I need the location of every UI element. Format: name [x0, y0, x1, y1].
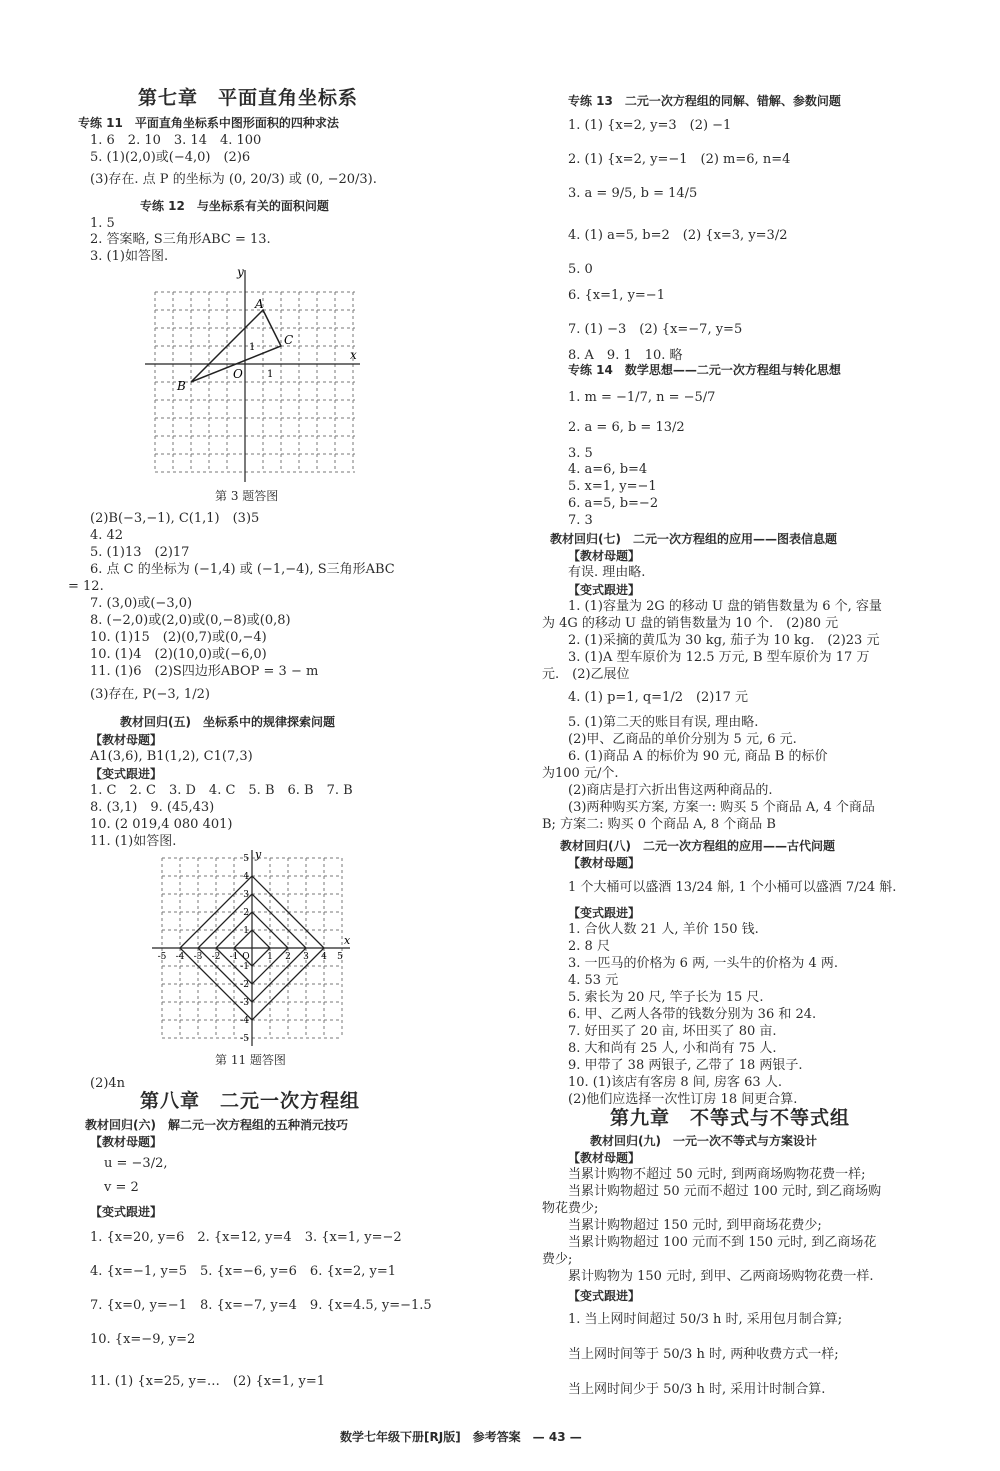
tick-label: 1 — [267, 369, 274, 380]
chapter-7-title: 第七章 平面直角坐标系 — [138, 87, 359, 109]
y-tick-label: 2 — [243, 908, 249, 918]
answer-line: 10. (1)4 (2)(10,0)或(−6,0) — [90, 647, 267, 662]
answer-line: 7. (3,0)或(−3,0) — [90, 596, 193, 611]
drill-13-title: 专练 13 二元一次方程组的同解、错解、参数问题 — [568, 94, 841, 108]
answer-line: 4. 53 元 — [568, 973, 619, 988]
x-tick-label: -3 — [193, 952, 203, 962]
drill-14-title: 专练 14 数学思想——二元一次方程组与转化思想 — [568, 363, 841, 377]
point-a-label: A — [255, 297, 264, 311]
review-7-title: 教材回归(七) 二元一次方程组的应用——图表信息题 — [550, 532, 837, 546]
answer-line: 8. 大和尚有 25 人, 小和尚有 75 人. — [568, 1041, 777, 1056]
answer-line: 1. 合伙人数 21 人, 羊价 150 钱. — [568, 922, 759, 937]
answer-line: 8. (−2,0)或(2,0)或(0,−8)或(0,8) — [90, 613, 291, 628]
tag-variation: 【变式跟进】 — [90, 1205, 163, 1219]
answer-line: 3. (1)如答图. — [90, 249, 169, 264]
answer-line: 元. (2)乙展位 — [542, 667, 630, 682]
y-tick-label: 4 — [243, 872, 249, 882]
answer-line: 2. a = 6, b = 13/2 — [568, 420, 685, 435]
answer-line: 10. (2 019,4 080 401) — [90, 817, 233, 832]
answer-line: 5. (1)13 (2)17 — [90, 545, 190, 560]
origin-label: O — [233, 367, 243, 381]
x-tick-label: 3 — [303, 952, 309, 962]
answer-line: 当累计购物超过 50 元而不超过 100 元时, 到乙商场购 — [568, 1184, 882, 1199]
answer-line: 2. (1) {x=2, y=−1 (2) m=6, n=4 — [568, 152, 791, 167]
y-tick-label: 5 — [243, 854, 249, 864]
y-tick-label: -3 — [240, 998, 249, 1008]
answer-line: 10. (1)15 (2)(0,7)或(0,−4) — [90, 630, 267, 645]
answer-line: (2)甲、乙商品的单价分别为 5 元, 6 元. — [568, 732, 797, 747]
answer-line: 物花费少; — [542, 1201, 599, 1216]
tag-mother-problem: 【教材母题】 — [568, 549, 641, 563]
figure-3-coordinate-grid — [145, 262, 365, 482]
review-6-title: 教材回归(六) 解二元一次方程组的五种消元技巧 — [85, 1118, 348, 1132]
answer-line: 5. (1)第二天的账目有误, 理由略. — [568, 715, 759, 730]
tick-label: 1 — [249, 342, 256, 353]
answer-line: 有误. 理由略. — [568, 565, 646, 580]
answer-line: B; 方案二: 购买 0 个商品 A, 8 个商品 B — [542, 817, 776, 832]
answer-line: (2)他们应选择一次性订房 18 间更合算. — [568, 1092, 798, 1107]
answer-line: (3)存在, P(−3, 1/2) — [90, 687, 210, 702]
answer-line: 6. a=5, b=−2 — [568, 496, 659, 511]
answer-line: 5. 索长为 20 尺, 竿子长为 15 尺. — [568, 990, 764, 1005]
review-8-title: 教材回归(八) 二元一次方程组的应用——古代问题 — [560, 839, 835, 853]
x-tick-label: 4 — [321, 952, 327, 962]
answer-line: 当累计购物超过 100 元而不到 150 元时, 到乙商场花 — [568, 1235, 877, 1250]
page-footer: 数学七年级下册[RJ版] 参考答案 — 43 — — [340, 1430, 582, 1444]
answer-line: 7. (1) −3 (2) {x=−7, y=5 — [568, 322, 743, 337]
x-tick-label: 5 — [337, 952, 343, 962]
answer-line: (2)B(−3,−1), C(1,1) (3)5 — [90, 511, 260, 526]
answer-line: 8. A 9. 1 10. 略 — [568, 348, 683, 363]
tag-variation: 【变式跟进】 — [568, 1289, 641, 1303]
answer-line: 1. 5 — [90, 216, 115, 231]
answer-line: 1. m = −1/7, n = −5/7 — [568, 390, 716, 405]
answer-line: 10. (1)该店有客房 8 间, 房客 63 人. — [568, 1075, 782, 1090]
x-tick-label: 1 — [267, 952, 273, 962]
answer-line: 6. 点 C 的坐标为 (−1,4) 或 (−1,−4), S三角形ABC — [90, 562, 395, 577]
answer-line: 为100 元/个. — [542, 766, 619, 781]
figure-11-caption: 第 11 题答图 — [215, 1053, 286, 1067]
answer-line: 4. a=6, b=4 — [568, 462, 648, 477]
answer-line: 9. 甲带了 38 两银子, 乙带了 18 两银子. — [568, 1058, 803, 1073]
answer-line: 5. 0 — [568, 262, 593, 277]
point-c-label: C — [284, 333, 294, 347]
tag-mother-problem: 【教材母题】 — [90, 1135, 163, 1149]
tag-mother-problem: 【教材母题】 — [568, 856, 641, 870]
answer-line: 1. C 2. C 3. D 4. C 5. B 6. B 7. B — [90, 783, 353, 798]
answer-line: 11. (1)如答图. — [90, 834, 177, 849]
chapter-9-title: 第九章 不等式与不等式组 — [610, 1107, 851, 1129]
figure-3-caption: 第 3 题答图 — [215, 489, 279, 503]
y-tick-label: -5 — [240, 1034, 249, 1044]
answer-line: 5. (1)(2,0)或(−4,0) (2)6 — [90, 150, 251, 165]
system-line: v = 2 — [104, 1180, 139, 1195]
answer-line: 3. 5 — [568, 446, 593, 461]
answer-line: 2. (1)采摘的黄瓜为 30 kg, 茄子为 10 kg. (2)23 元 — [568, 633, 880, 648]
answer-line: 10. {x=−9, y=2 — [90, 1332, 196, 1347]
answer-line: 累计购物为 150 元时, 到甲、乙两商场购物花费一样. — [568, 1269, 874, 1284]
answer-line: 当累计购物超过 150 元时, 到甲商场花费少; — [568, 1218, 822, 1233]
answer-line: 为 4G 的移动 U 盘的销售数量为 10 个. (2)80 元 — [542, 616, 839, 631]
answer-line: 4. 42 — [90, 528, 124, 543]
answer-line: 1. (1) {x=2, y=3 (2) −1 — [568, 118, 732, 133]
x-axis-label: x — [350, 348, 357, 362]
answer-line: 3. (1)A 型车原价为 12.5 万元, B 型车原价为 17 万 — [568, 650, 870, 665]
answer-line: 4. (1) a=5, b=2 (2) {x=3, y=3/2 — [568, 228, 788, 243]
answer-line: 8. (3,1) 9. (45,43) — [90, 800, 215, 815]
y-axis-label: y — [255, 848, 262, 861]
point-b-label: B — [177, 379, 186, 393]
answer-line: 5. x=1, y=−1 — [568, 479, 657, 494]
answer-line: 1. 6 2. 10 3. 14 4. 100 — [90, 133, 262, 148]
y-axis-label: y — [237, 265, 244, 279]
review-9-title: 教材回归(九) 一元一次不等式与方案设计 — [590, 1134, 817, 1148]
review-5-title: 教材回归(五) 坐标系中的规律探索问题 — [120, 715, 335, 729]
origin-label: O — [242, 952, 250, 962]
answer-line: 7. 3 — [568, 513, 593, 528]
answer-line: 4. (1) p=1, q=1/2 (2)17 元 — [568, 690, 749, 705]
drill-12-title: 专练 12 与坐标系有关的面积问题 — [140, 199, 329, 213]
answer-line: 6. 甲、乙两人各带的钱数分别为 36 和 24. — [568, 1007, 817, 1022]
answer-line: 11. (1) {x=25, y=… (2) {x=1, y=1 — [90, 1374, 325, 1389]
y-tick-label: -1 — [240, 962, 249, 972]
tag-variation: 【变式跟进】 — [568, 583, 641, 597]
answer-line: 3. 一匹马的价格为 6 两, 一头牛的价格为 4 两. — [568, 956, 839, 971]
x-axis-label: x — [344, 934, 351, 947]
x-tick-label: 2 — [285, 952, 291, 962]
answer-line: 2. 8 尺 — [568, 939, 610, 954]
x-tick-label: -4 — [175, 952, 185, 962]
answer-line: 1. 当上网时间超过 50/3 h 时, 采用包月制合算; — [568, 1312, 843, 1327]
y-tick-label: -2 — [240, 980, 249, 990]
answer-line: (2)4n — [90, 1076, 126, 1091]
tag-variation: 【变式跟进】 — [568, 906, 641, 920]
tag-mother-problem: 【教材母题】 — [90, 733, 163, 747]
answer-line: 7. 好田买了 20 亩, 坏田买了 80 亩. — [568, 1024, 777, 1039]
answer-line: (3)两种购买方案, 方案一: 购买 5 个商品 A, 4 个商品 — [568, 800, 875, 815]
chapter-8-title: 第八章 二元一次方程组 — [140, 1090, 361, 1112]
tag-mother-problem: 【教材母题】 — [568, 1151, 641, 1165]
y-tick-label: 3 — [243, 890, 249, 900]
answer-line: 1. (1)容量为 2G 的移动 U 盘的销售数量为 6 个, 容量 — [568, 599, 882, 614]
x-tick-label: -1 — [229, 952, 239, 962]
x-tick-label: -5 — [157, 952, 167, 962]
answer-line: 费少; — [542, 1252, 573, 1267]
answer-line: = 12. — [68, 579, 104, 594]
answer-line: (2)商店是打六折出售这两种商品的. — [568, 783, 773, 798]
answer-line: 2. 答案略, S三角形ABC = 13. — [90, 232, 271, 247]
answer-line: 3. a = 9/5, b = 14/5 — [568, 186, 698, 201]
answer-line: 11. (1)6 (2)S四边形ABOP = 3 − m — [90, 664, 319, 679]
answer-line: (3)存在. 点 P 的坐标为 (0, 20/3) 或 (0, −20/3). — [90, 172, 377, 187]
system-line: u = −3/2, — [104, 1156, 168, 1171]
answer-line: 1 个大桶可以盛酒 13/24 斛, 1 个小桶可以盛酒 7/24 斛. — [568, 880, 897, 895]
tag-variation: 【变式跟进】 — [90, 767, 163, 781]
x-tick-label: -2 — [211, 952, 221, 962]
y-tick-label: -4 — [240, 1016, 249, 1026]
answer-line: 当上网时间少于 50/3 h 时, 采用计时制合算. — [568, 1382, 826, 1397]
answer-line: 6. (1)商品 A 的标价为 90 元, 商品 B 的标价 — [568, 749, 828, 764]
y-tick-label: 1 — [243, 926, 249, 936]
answer-line: 4. {x=−1, y=5 5. {x=−6, y=6 6. {x=2, y=1 — [90, 1264, 397, 1279]
drill-11-title: 专练 11 平面直角坐标系中图形面积的四种求法 — [78, 116, 339, 130]
figure-11-diamonds — [152, 848, 352, 1048]
answer-line: 1. {x=20, y=6 2. {x=12, y=4 3. {x=1, y=−2 — [90, 1230, 402, 1245]
answer-line: A1(3,6), B1(1,2), C1(7,3) — [90, 749, 253, 764]
answer-line: 当上网时间等于 50/3 h 时, 两种收费方式一样; — [568, 1347, 839, 1362]
answer-line: 当累计购物不超过 50 元时, 到两商场购物花费一样; — [568, 1167, 866, 1182]
answer-line: 6. {x=1, y=−1 — [568, 288, 665, 303]
answer-line: 7. {x=0, y=−1 8. {x=−7, y=4 9. {x=4.5, y=−1.5 — [90, 1298, 432, 1313]
